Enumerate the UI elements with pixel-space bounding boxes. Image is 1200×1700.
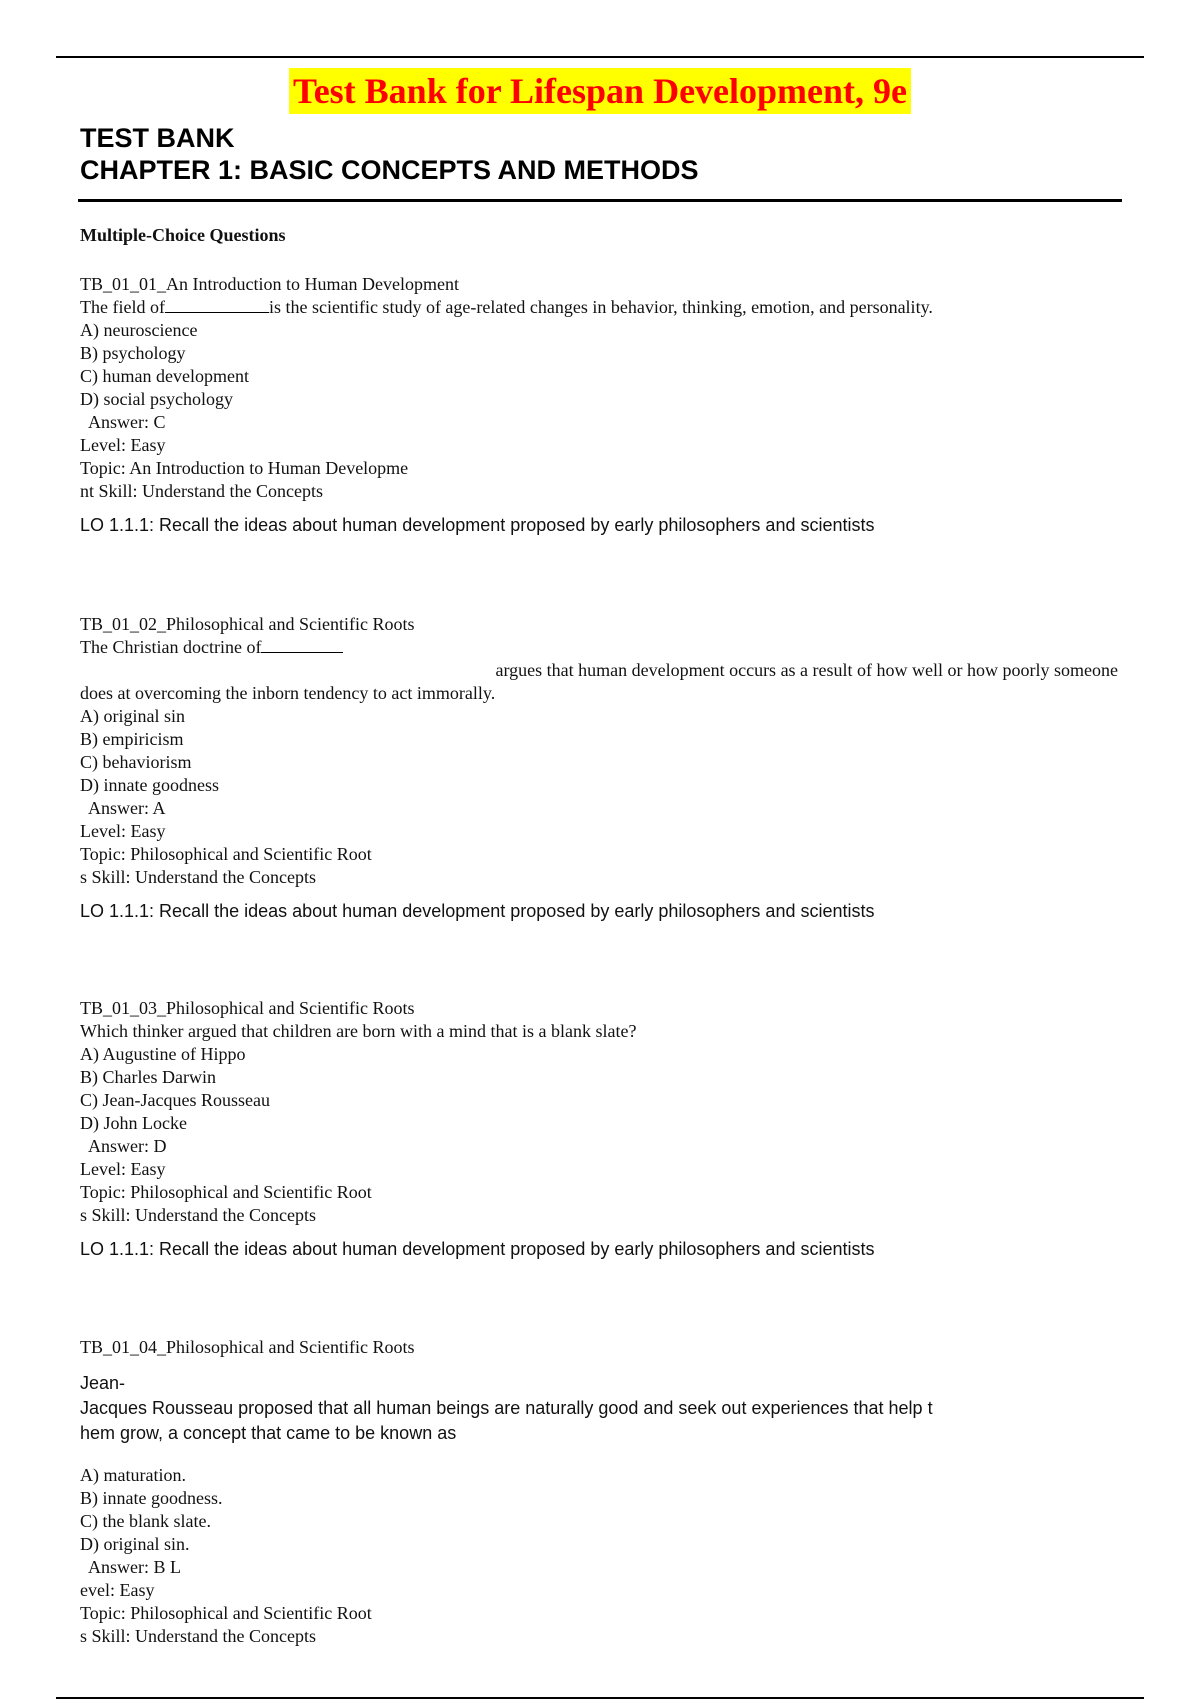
option-d: D) original sin. [80, 1534, 190, 1554]
option-c: C) behaviorism [80, 752, 192, 772]
question-id: TB_01_01_An Introduction to Human Development [80, 274, 459, 294]
option-c: C) human development [80, 366, 249, 386]
header-rule [78, 199, 1122, 202]
option-b: B) psychology [80, 343, 186, 363]
title-container [0, 68, 1200, 114]
question-stem-line3: hem grow, a concept that came to be known as [80, 1423, 457, 1443]
skill: s Skill: Understand the Concepts [80, 867, 316, 887]
learning-objective: LO 1.1.1: Recall the ideas about human development proposed by early philosophers and scientists [80, 901, 875, 921]
question-stem-line3: does at overcoming the inborn tendency to act immorally. [80, 683, 496, 703]
question-id: TB_01_02_Philosophical and Scientific Roots [80, 614, 415, 634]
option-b: B) empiricism [80, 729, 184, 749]
answer: Answer: C [88, 412, 166, 432]
option-a: A) Augustine of Hippo [80, 1044, 246, 1064]
topic: Topic: An Introduction to Human Developme [80, 458, 409, 478]
bottom-rule [56, 1697, 1144, 1699]
topic: Topic: Philosophical and Scientific Root [80, 844, 372, 864]
option-d: D) social psychology [80, 389, 233, 409]
question-stem: The field of is the scientific study of age-related changes in behavior, thinking, emotion, and personality. [80, 297, 933, 317]
skill: s Skill: Understand the Concepts [80, 1205, 316, 1225]
option-d: D) John Locke [80, 1113, 187, 1133]
level: Level: Easy [80, 435, 166, 455]
answer-blank [165, 298, 269, 313]
option-a: A) neuroscience [80, 320, 198, 340]
question-1 [80, 273, 1120, 537]
answer: Answer: A [88, 798, 166, 818]
level: Level: Easy [80, 821, 166, 841]
option-d: D) innate goodness [80, 775, 219, 795]
answer-blank [261, 638, 343, 653]
question-2 [80, 613, 1120, 923]
document-title: Test Bank for Lifespan Development, 9e [289, 68, 911, 114]
option-a: A) maturation. [80, 1465, 186, 1485]
level: Level: Easy [80, 1159, 166, 1179]
heading-test-bank: TEST BANK [80, 123, 235, 153]
answer: Answer: B L [88, 1557, 181, 1577]
answer: Answer: D [88, 1136, 167, 1156]
question-id: TB_01_03_Philosophical and Scientific Roots [80, 998, 415, 1018]
level: evel: Easy [80, 1580, 155, 1600]
topic: Topic: Philosophical and Scientific Root [80, 1603, 372, 1623]
section-heading: Multiple-Choice Questions [80, 225, 286, 245]
learning-objective: LO 1.1.1: Recall the ideas about human development proposed by early philosophers and scientists [80, 1239, 875, 1259]
skill: s Skill: Understand the Concepts [80, 1626, 316, 1646]
question-stem-line1: The Christian doctrine of [80, 636, 1120, 659]
question-4 [80, 1336, 1120, 1648]
option-b: B) innate goodness. [80, 1488, 223, 1508]
heading-chapter: CHAPTER 1: BASIC CONCEPTS AND METHODS [80, 155, 699, 185]
question-3 [80, 997, 1120, 1261]
question-stem-line2: Jacques Rousseau proposed that all human beings are naturally good and seek out experiences that help t [80, 1398, 933, 1418]
top-rule [56, 56, 1144, 58]
topic: Topic: Philosophical and Scientific Root [80, 1182, 372, 1202]
question-stem-line1: Jean- [80, 1373, 126, 1393]
question-stem: Which thinker argued that children are born with a mind that is a blank slate? [80, 1021, 637, 1041]
option-a: A) original sin [80, 706, 185, 726]
skill: nt Skill: Understand the Concepts [80, 481, 323, 501]
question-stem-line2: argues that human development occurs as a result of how well or how poorly someone [495, 660, 1118, 680]
question-id: TB_01_04_Philosophical and Scientific Roots [80, 1337, 415, 1357]
option-c: C) Jean-Jacques Rousseau [80, 1090, 270, 1110]
option-c: C) the blank slate. [80, 1511, 211, 1531]
option-b: B) Charles Darwin [80, 1067, 216, 1087]
learning-objective: LO 1.1.1: Recall the ideas about human development proposed by early philosophers and scientists [80, 515, 875, 535]
